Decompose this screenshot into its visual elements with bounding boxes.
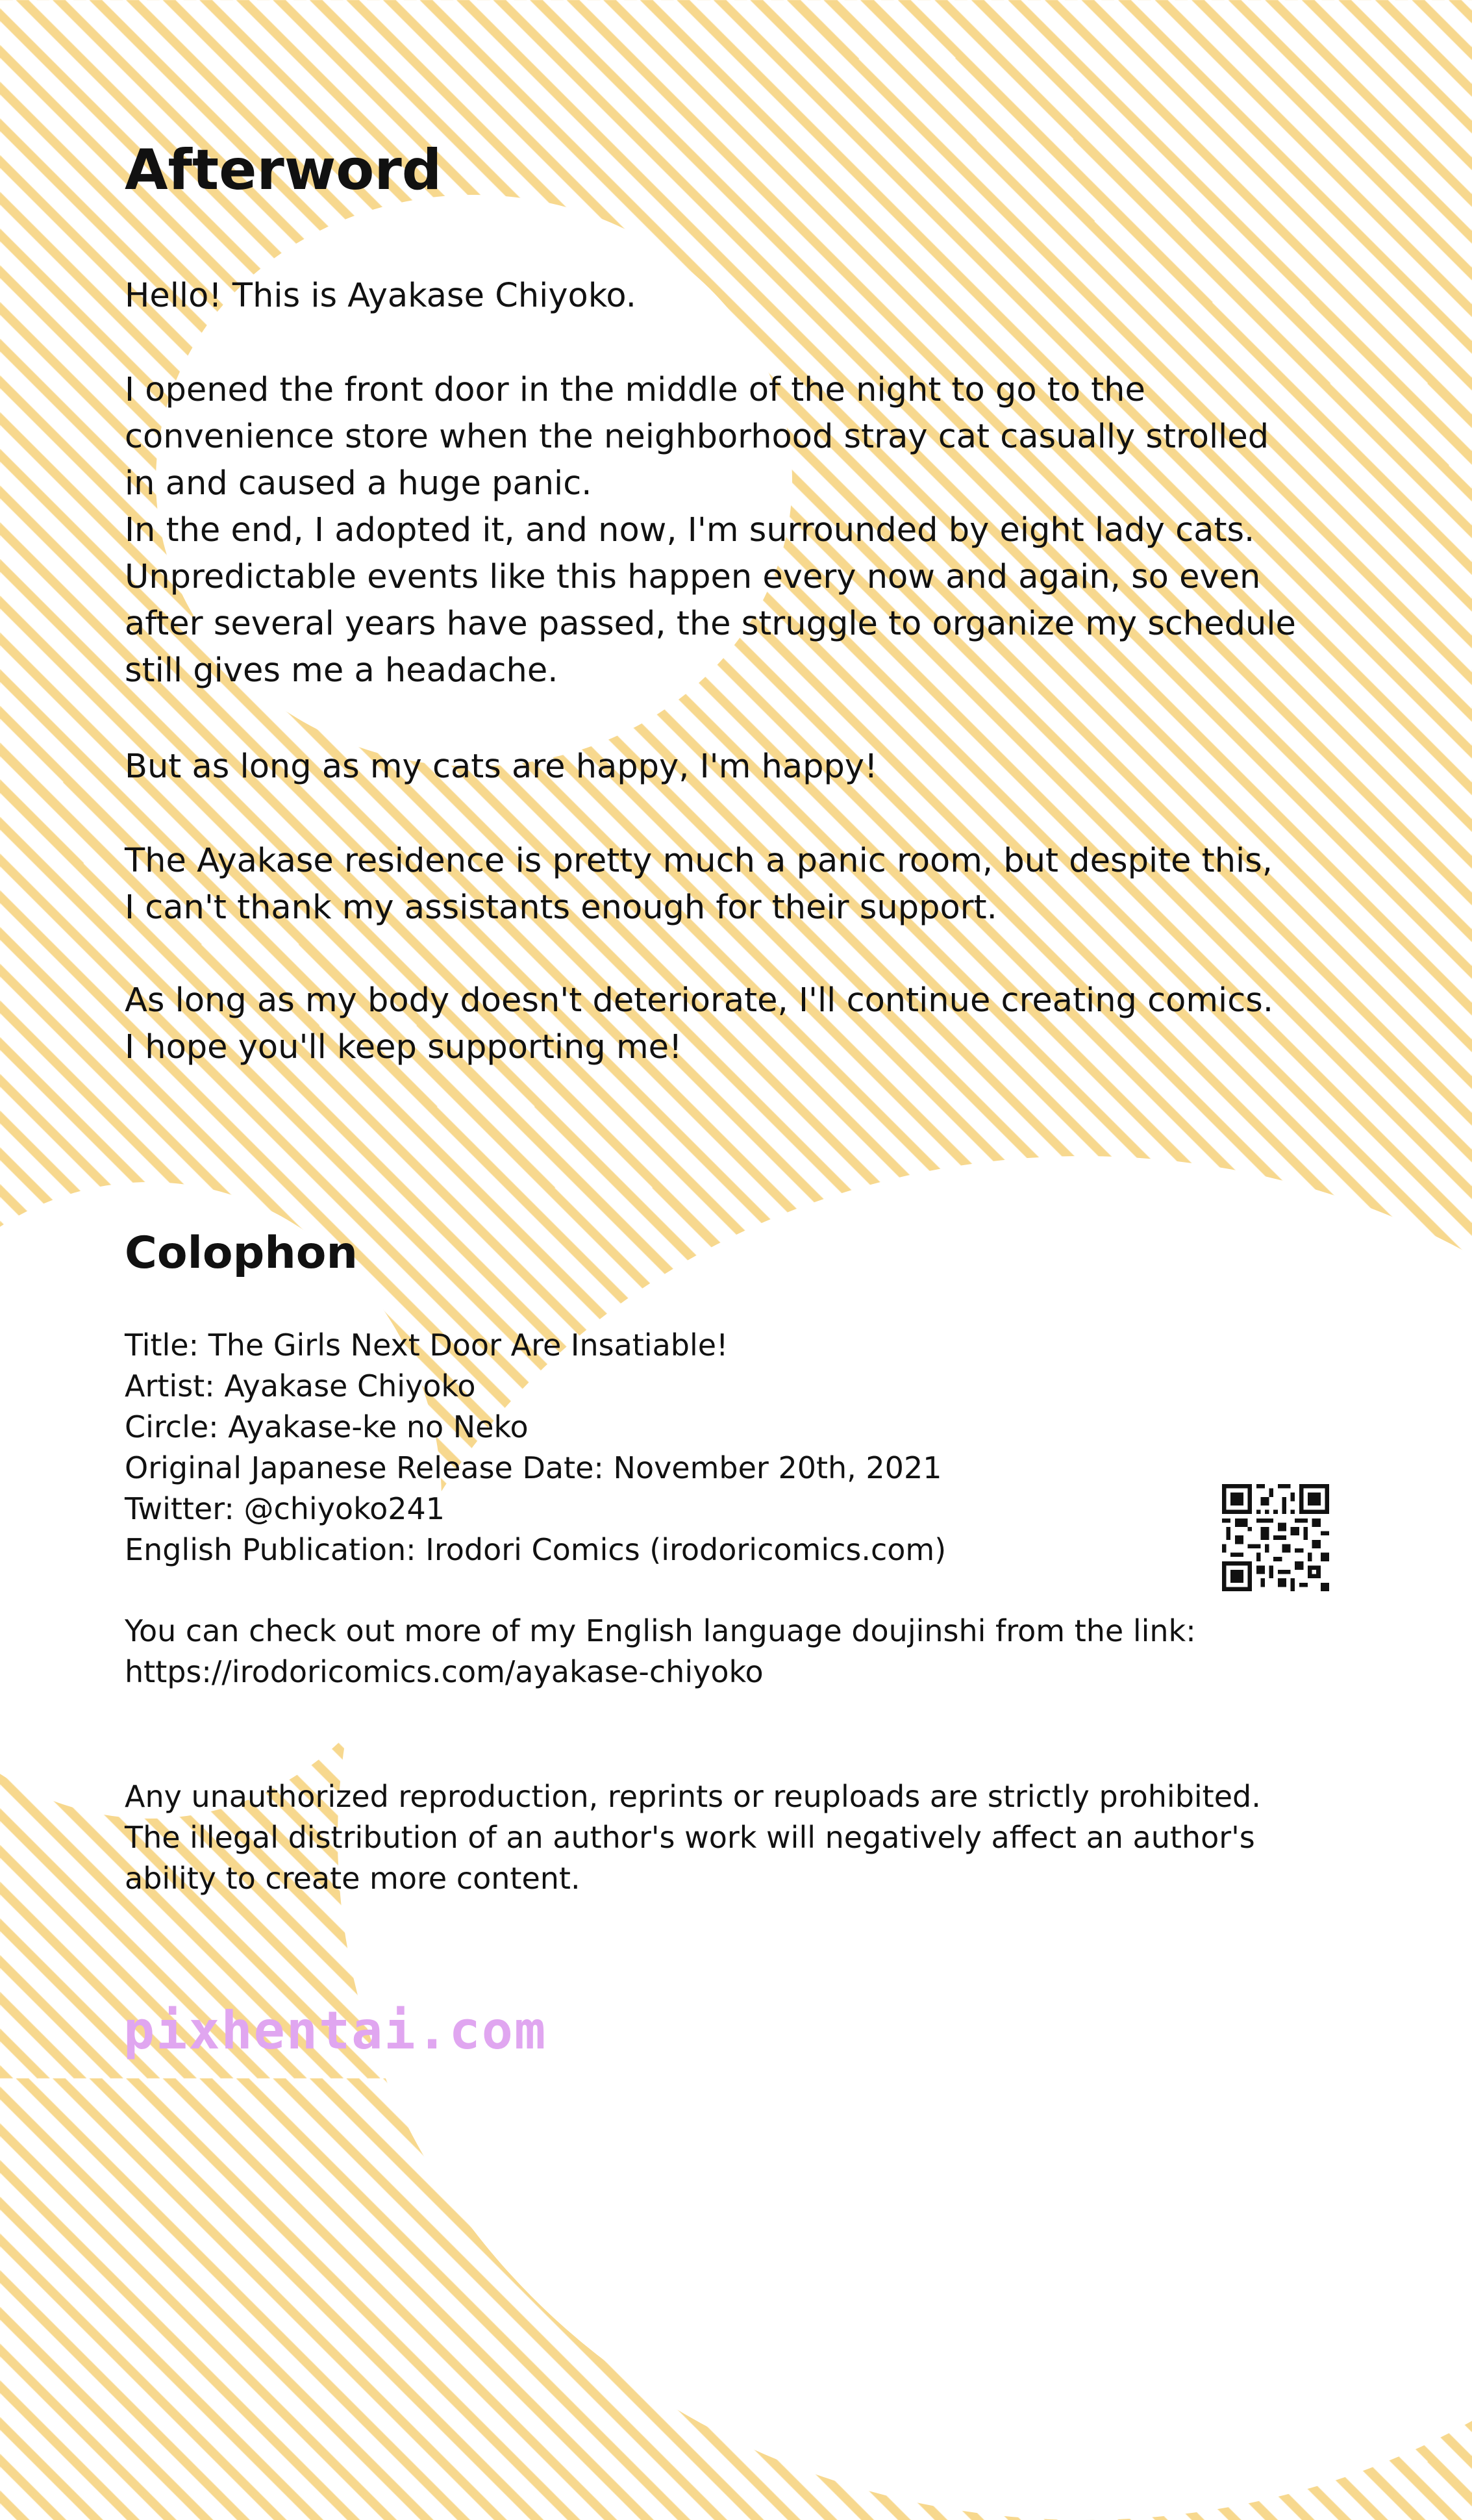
colophon-title: Title: The Girls Next Door Are Insatiable! (125, 1328, 729, 1363)
afterword-paragraph-cat-story: I opened the front door in the middle of the night to go to the convenience store when the neighborhood stray cat casually strolled in and caused a huge panic. In the end, I adopted it, and now, I'm surrounded by eight lady cats. Unpredictable events like this happen every now and again, so even after several years have passed, the struggle to organize my schedule still gives me a headache. (125, 371, 1296, 690)
qr-code-icon[interactable] (1222, 1484, 1329, 1591)
watermark: pixhentai.com (123, 2000, 547, 2061)
afterword-paragraph-happy: But as long as my cats are happy, I'm happy! (125, 748, 878, 786)
afterword-paragraph-assistants: The Ayakase residence is pretty much a panic room, but despite this, I can't thank my assistants enough for their support. (125, 842, 1273, 927)
link-intro: You can check out more of my English language doujinshi from the link: (125, 1613, 1196, 1648)
colophon-publisher: English Publication: Irodori Comics (irodoricomics.com) (125, 1532, 947, 1567)
afterword-paragraph-greeting: Hello! This is Ayakase Chiyoko. (125, 277, 636, 315)
link-url[interactable]: https://irodoricomics.com/ayakase-chiyoko (125, 1654, 764, 1689)
afterword-paragraph-closing: As long as my body doesn't deteriorate, I'll continue creating comics. I hope you'll keep supporting me! (125, 981, 1274, 1066)
colophon-release-date: Original Japanese Release Date: November 20th, 2021 (125, 1450, 942, 1485)
notice-line-2: The illegal distribution of an author's work will negatively affect an author's (125, 1820, 1255, 1855)
colophon-twitter: Twitter: @chiyoko241 (125, 1491, 445, 1526)
notice-line-3: ability to create more content. (125, 1861, 580, 1896)
colophon-circle: Circle: Ayakase-ke no Neko (125, 1409, 529, 1444)
colophon-heading: Colophon (125, 1228, 358, 1279)
afterword-heading: Afterword (125, 138, 442, 203)
colophon-artist: Artist: Ayakase Chiyoko (125, 1368, 476, 1404)
notice-line-1: Any unauthorized reproduction, reprints or reuploads are strictly prohibited. (125, 1779, 1261, 1814)
